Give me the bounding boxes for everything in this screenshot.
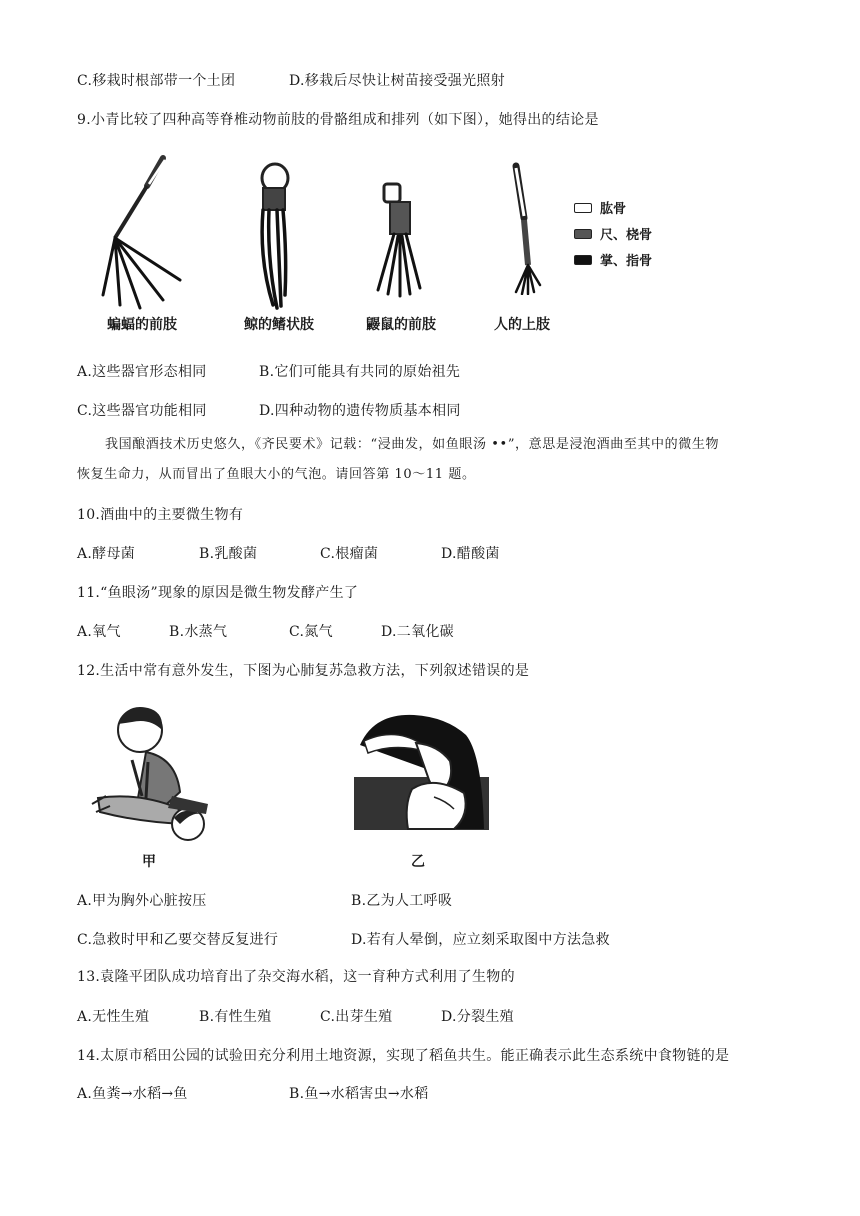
whale-flipper-label: 鲸的鳍状肢 bbox=[244, 317, 314, 333]
rescue-breathing-image bbox=[354, 705, 489, 830]
q8-option-d: D.移栽后尽快让树苗接受强光照射 bbox=[289, 73, 505, 89]
legend-metacarpal bbox=[574, 250, 652, 269]
chest-compression-image bbox=[88, 700, 218, 850]
q11-option-c: C.氮气 bbox=[289, 624, 333, 640]
legend-radius-ulna bbox=[574, 224, 652, 243]
legend-radius-ulna-label: 尺、桡骨 bbox=[600, 228, 653, 243]
q8-option-c: C.移栽时根部带一个土团 bbox=[77, 73, 236, 89]
legend-humerus-label: 肱骨 bbox=[600, 202, 627, 217]
q10-option-d: D.醋酸菌 bbox=[441, 546, 500, 562]
legend-swatch-gray bbox=[574, 229, 592, 239]
q9-option-c: C.这些器官功能相同 bbox=[77, 403, 207, 419]
figure-label-yi: 乙 bbox=[411, 854, 426, 870]
legend-swatch-white bbox=[574, 203, 592, 213]
q11-stem: 11.“鱼眼汤”现象的原因是微生物发酵产生了 bbox=[77, 585, 359, 601]
mole-forelimb-label: 鼹鼠的前肢 bbox=[366, 317, 436, 333]
q11-option-b: B.水蒸气 bbox=[169, 624, 228, 640]
q12-option-b: B.乙为人工呼吸 bbox=[351, 893, 453, 909]
q10-option-b: B.乳酸菌 bbox=[199, 546, 258, 562]
q11-option-a: A.氧气 bbox=[77, 624, 121, 640]
q14-option-a: A.鱼粪→水稻→鱼 bbox=[77, 1086, 188, 1102]
human-arm-image bbox=[502, 160, 547, 295]
q11-option-d: D.二氧化碳 bbox=[381, 624, 454, 640]
legend-metacarpal-label: 掌、指骨 bbox=[600, 254, 653, 269]
q12-option-c: C.急救时甲和乙要交替反复进行 bbox=[77, 932, 279, 948]
q12-stem: 12.生活中常有意外发生，下图为心肺复苏急救方法，下列叙述错误的是 bbox=[77, 663, 530, 679]
q13-option-a: A.无性生殖 bbox=[77, 1009, 150, 1025]
human-arm-label: 人的上肢 bbox=[494, 317, 550, 333]
whale-flipper-image bbox=[245, 160, 305, 310]
passage-line-1: 我国酿酒技术历史悠久，《齐民要术》记载：“浸曲发，如鱼眼汤 ••”，意思是浸泡酒曲至其中的微生物 bbox=[105, 437, 720, 452]
q14-option-b: B.鱼→水稻害虫→水稻 bbox=[289, 1086, 429, 1102]
q10-option-a: A.酵母菌 bbox=[77, 546, 136, 562]
q12-option-a: A.甲为胸外心脏按压 bbox=[77, 893, 207, 909]
bat-forelimb-image bbox=[95, 150, 195, 315]
q13-stem: 13.袁隆平团队成功培育出了杂交海水稻，这一育种方式利用了生物的 bbox=[77, 969, 515, 985]
figure-label-jia: 甲 bbox=[142, 854, 157, 870]
q12-option-d: D.若有人晕倒，应立刻采取图中方法急救 bbox=[351, 932, 610, 948]
passage-line-2: 恢复生命力，从而冒出了鱼眼大小的气泡。请回答第 10～11 题。 bbox=[77, 467, 476, 482]
q10-option-c: C.根瘤菌 bbox=[320, 546, 379, 562]
q9-stem: 9.小青比较了四种高等脊椎动物前肢的骨骼组成和排列（如下图），她得出的结论是 bbox=[77, 112, 599, 128]
q13-option-b: B.有性生殖 bbox=[199, 1009, 272, 1025]
mole-forelimb-image bbox=[372, 180, 427, 300]
reading-passage bbox=[77, 430, 777, 490]
legend-humerus bbox=[574, 198, 626, 217]
q9-option-a: A.这些器官形态相同 bbox=[77, 364, 207, 380]
legend-swatch-black bbox=[574, 255, 592, 265]
bat-forelimb-label: 蝙蝠的前肢 bbox=[107, 317, 177, 333]
q9-option-b: B.它们可能具有共同的原始祖先 bbox=[259, 364, 461, 380]
q13-option-c: C.出芽生殖 bbox=[320, 1009, 393, 1025]
q14-stem: 14.太原市稻田公园的试验田充分利用土地资源，实现了稻鱼共生。能正确表示此生态系统中食物链的是 bbox=[77, 1048, 730, 1064]
q9-option-d: D.四种动物的遗传物质基本相同 bbox=[259, 403, 461, 419]
q13-option-d: D.分裂生殖 bbox=[441, 1009, 514, 1025]
q10-stem: 10.酒曲中的主要微生物有 bbox=[77, 507, 244, 523]
